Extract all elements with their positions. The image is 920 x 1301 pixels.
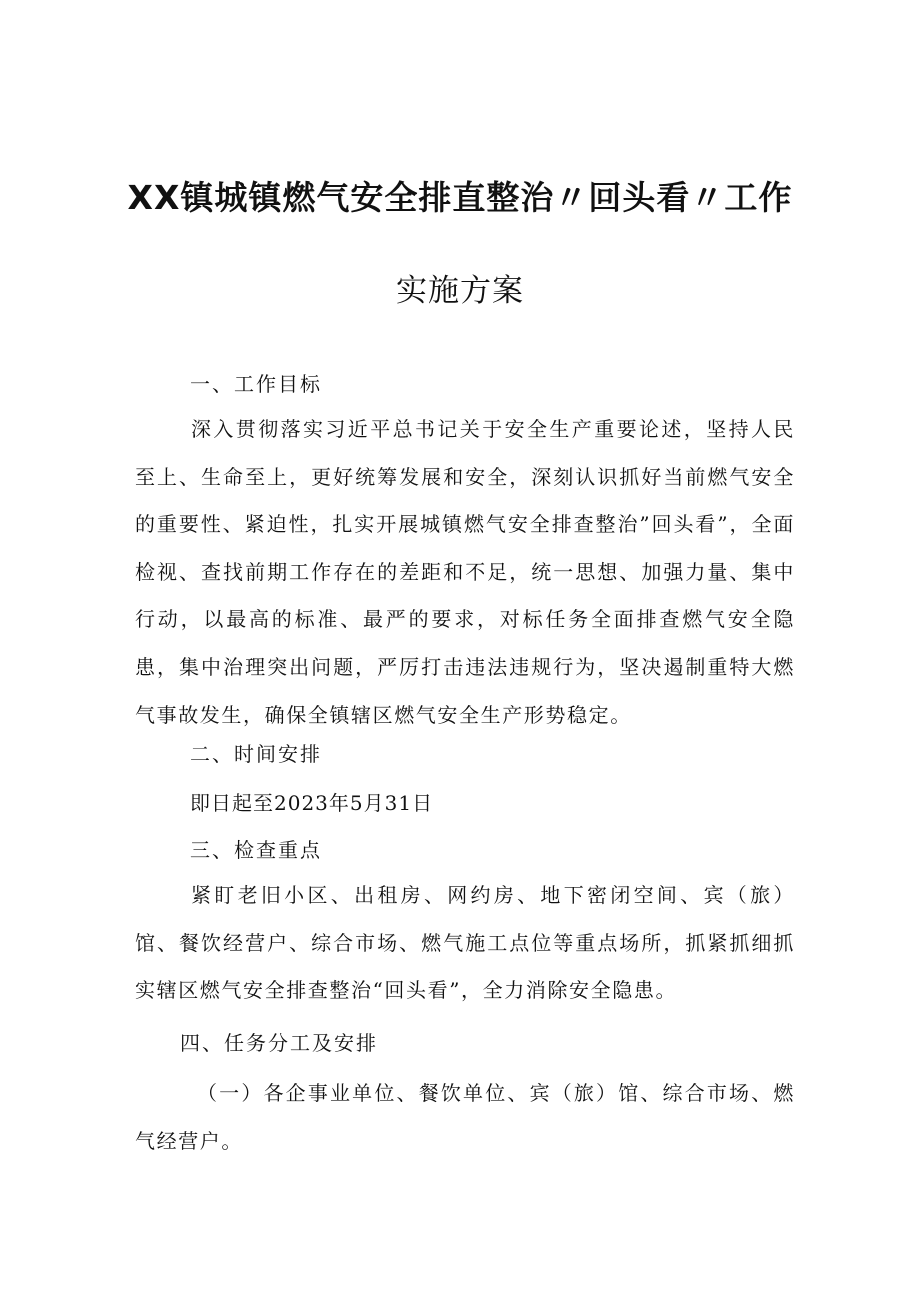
document-title-line-1: XX镇城镇燃气安全排直整治〃回头看〃工作: [127, 178, 793, 217]
section-body-schedule: 即日起至2023年5月31日: [190, 791, 434, 815]
section-heading-work-goals: 一、工作目标: [190, 372, 322, 396]
section-heading-schedule: 二、时间安排: [190, 742, 322, 766]
document-title-line-2: 实施方案: [396, 273, 524, 309]
section-body-work-goals: 深入贯彻落实习近平总书记关于安全生产重要论述，坚持人民至上、生命至上，更好统筹发展和安全，深刻认识抓好当前燃气安全的重要性、紧迫性，扎实开展城镇燃气安全排查整治”回头看”，全面检视、查找前期工作存在的差距和不足，统一思想、加强力量、集中行动，以最高的标准、最严的要求，对标任务全面排查燃气安全隐患，集中治理突出问题，严厉打击违法违规行为，坚决遏制重特大燃气事故发生，确保全镇辖区燃气安全生产形势稳定。: [135, 417, 795, 727]
section-heading-task-assignment: 四、任务分工及安排: [180, 1031, 378, 1055]
section-body-inspection-focus: 紧盯老旧小区、出租房、网约房、地下密闭空间、宾（旅）馆、餐饮经营户、综合市场、燃气施工点位等重点场所，抓紧抓细抓实辖区燃气安全排查整治“回头看”，全力消除安全隐患。: [135, 883, 795, 1003]
section-subitem-1: （一）各企事业单位、餐饮单位、宾（旅）馆、综合市场、燃气经营户。: [135, 1081, 795, 1153]
section-heading-inspection-focus: 三、检查重点: [190, 838, 322, 862]
